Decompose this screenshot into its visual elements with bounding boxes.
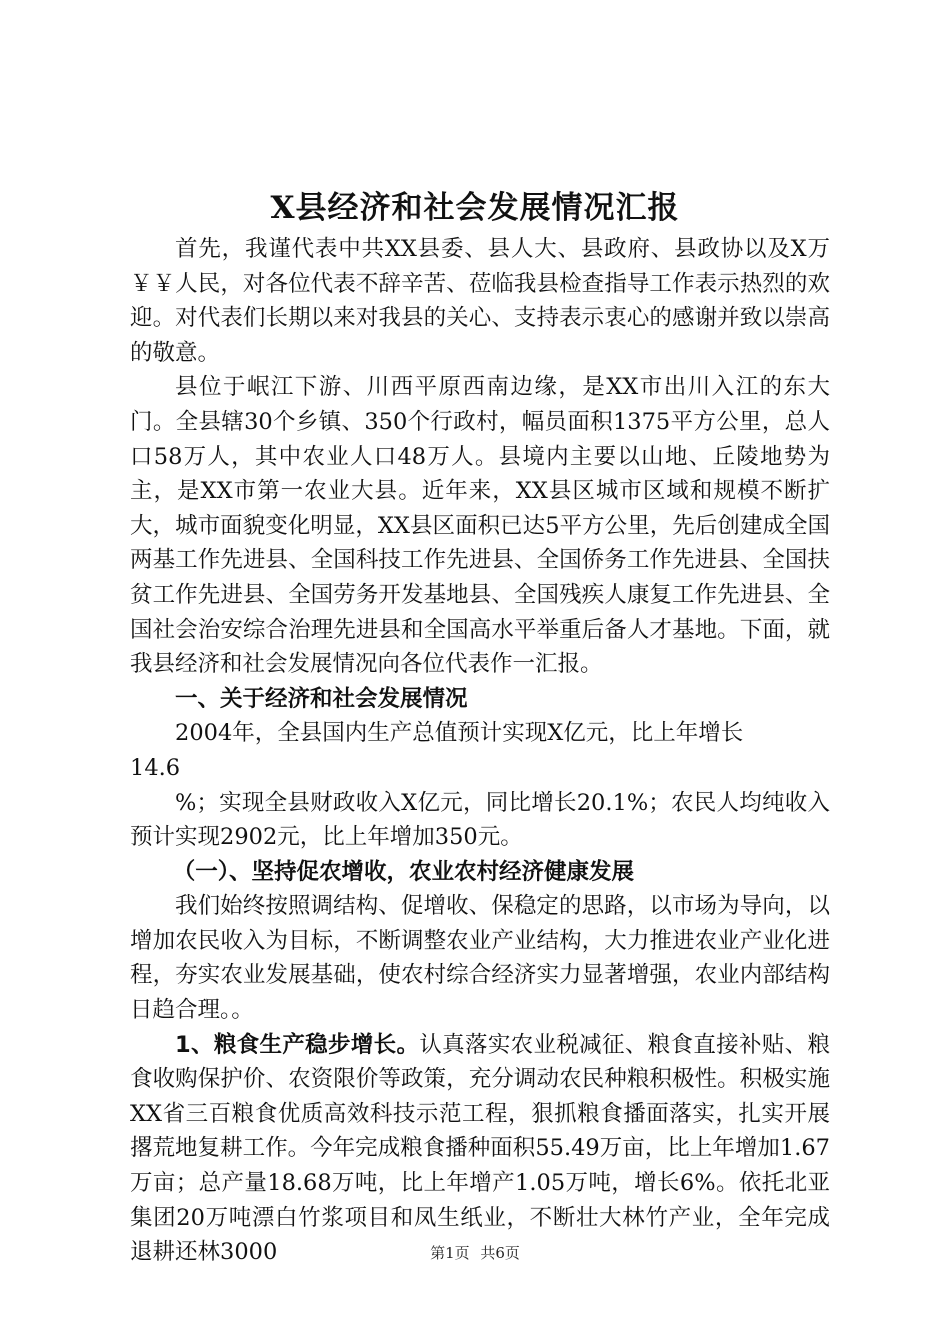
paragraph-county-overview: 县位于岷江下游、川西平原西南边缘，是XX市出川入江的东大门。全县辖30个乡镇、350个行政村，幅员面积1375平方公里，总人口58万人，其中农业人口48万人。县境内主要以山地、丘陵地势为主，是XX市第一农业大县。近年来，XX县区城市区域和规模不断扩大，城市面貌变化明显，XX县区面积已达5平方公里，先后创建成全国两基工作先进县、全国科技工作先进县、全国侨务工作先进县、全国扶贫工作先进县、全国劳务开发基地县、全国残疾人康复工作先进县、全国社会治安综合治理先进县和全国高水平举重后备人才基地。下面，就我县经济和社会发展情况向各位代表作一汇报。 xyxy=(130,374,830,678)
section-heading-agriculture: （一）、坚持促农增收，农业农村经济健康发展 xyxy=(172,858,635,885)
document-body xyxy=(130,232,830,1270)
page-footer xyxy=(0,1242,950,1263)
document-title: X县经济和社会发展情况汇报 xyxy=(270,190,680,226)
grain-lead: 1、粮食生产稳步增长。 xyxy=(175,1031,420,1058)
section-heading-1: 一、关于经济和社会发展情况 xyxy=(175,685,468,712)
grain-text: 认真落实农业税减征、粮食直接补贴、粮食收购保护价、农资限价等政策，充分调动农民种粮积极性。积极实施XX省三百粮食优质高效科技示范工程，狠抓粮食播面落实，扎实开展撂荒地复耕工作。今年完成粮食播种面积55.49万亩，比上年增加1.67万亩；总产量18.68万吨，比上年增产1.05万吨，增长6%。依托北亚集团20万吨漂白竹浆项目和凤生纸业，不断壮大林竹产业，全年完成退耕还林3000 xyxy=(130,1031,830,1266)
page-number: 第1页 xyxy=(430,1244,470,1262)
paragraph-gdp-value: 14.6 xyxy=(130,754,181,781)
paragraph-gdp-line: 2004年，全县国内生产总值预计实现X亿元，比上年增长 xyxy=(175,720,744,747)
page-total: 共6页 xyxy=(480,1244,520,1262)
paragraph-greeting: 首先，我谨代表中共XX县委、县人大、县政府、县政协以及X万￥￥人民，对各位代表不辞辛苦、莅临我县检查指导工作表示热烈的欢迎。对代表们长期以来对我县的关心、支持表示衷心的感谢并致以崇高的敬意。 xyxy=(130,236,830,366)
paragraph-agriculture: 我们始终按照调结构、促增收、保稳定的思路，以市场为导向，以增加农民收入为目标，不断调整农业产业结构，大力推进农业产业化进程，夯实农业发展基础，使农村综合经济实力显著增强，农业内部结构日趋合理。。 xyxy=(130,893,830,1024)
paragraph-finance: %；实现全县财政收入X亿元，同比增长20.1%；农民人均纯收入预计实现2902元，比上年增加350元。 xyxy=(130,789,830,851)
paragraph-grain xyxy=(130,1028,830,1270)
